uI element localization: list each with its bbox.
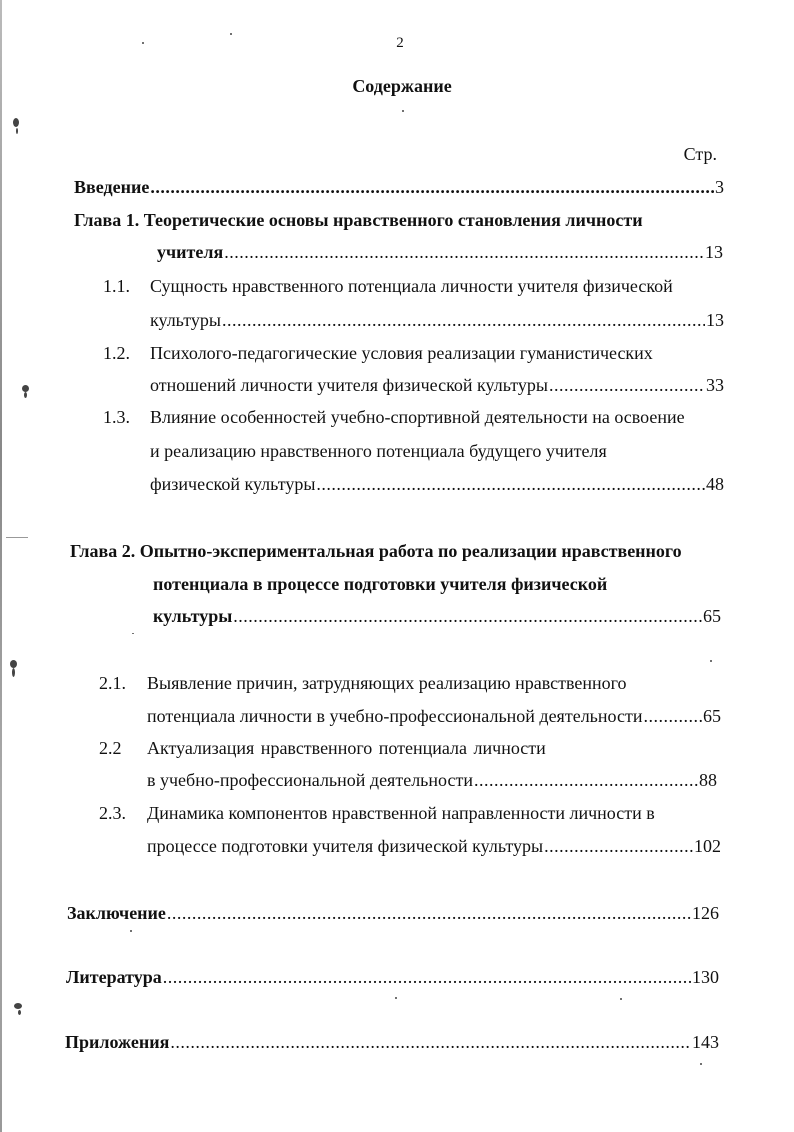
toc-entry-appendices — [65, 1031, 719, 1053]
section-number: 1.3. — [103, 407, 130, 427]
toc-entry-section-2-1 — [147, 705, 721, 727]
toc-label: культуры — [153, 606, 233, 626]
toc-section-1-3-title: Влияние особенностей учебно-спортивной деятельности на освоение — [150, 407, 685, 427]
toc-label: Приложения — [65, 1032, 170, 1052]
scan-speck — [24, 392, 27, 398]
leader-dots — [474, 769, 698, 791]
leader-dots — [549, 374, 705, 396]
toc-label: физической культуры — [150, 474, 316, 494]
scan-speck — [12, 668, 15, 677]
leader-dots — [544, 835, 693, 857]
toc-page: 13 — [706, 310, 724, 330]
toc-entry-section-2-3 — [147, 835, 721, 857]
toc-label: учителя — [157, 242, 224, 262]
scan-edge — [0, 0, 2, 1132]
toc-page: 65 — [703, 606, 721, 626]
leader-dots — [224, 241, 704, 263]
toc-entry-section-1-3 — [150, 473, 724, 495]
toc-label: отношений личности учителя физической культуры — [150, 375, 548, 395]
scan-speck — [402, 110, 404, 112]
toc-label: процессе подготовки учителя физической культуры — [147, 836, 544, 856]
toc-section-2-3-title: Динамика компонентов нравственной направленности личности в — [147, 803, 655, 823]
scan-mark-line — [6, 537, 28, 538]
scan-speck — [132, 633, 134, 634]
section-number: 2.2 — [99, 738, 122, 758]
toc-label: потенциала личности в учебно-профессиональной деятельности — [147, 706, 643, 726]
toc-section-1-1-title: Сущность нравственного потенциала личности учителя физической — [150, 276, 673, 296]
leader-dots — [233, 605, 702, 627]
scan-speck — [14, 1003, 22, 1009]
toc-label: Введение — [74, 177, 150, 197]
toc-chapter-1-title: Глава 1. Теоретические основы нравственного становления личности — [74, 210, 643, 230]
scan-speck — [22, 385, 29, 392]
toc-entry-conclusion — [67, 902, 719, 924]
toc-section-2-1-title: Выявление причин, затрудняющих реализацию нравственного — [147, 673, 627, 693]
toc-entry-section-1-2 — [150, 374, 724, 396]
scan-speck — [18, 1010, 21, 1015]
toc-page: 102 — [694, 836, 721, 856]
toc-page: 130 — [692, 967, 719, 987]
toc-page: 48 — [706, 474, 724, 494]
toc-page: 13 — [705, 242, 723, 262]
toc-label: Литература — [66, 967, 162, 987]
leader-dots — [316, 473, 705, 495]
scan-speck — [710, 660, 712, 662]
toc-entry-chapter-1 — [157, 241, 723, 263]
scan-speck — [16, 128, 18, 134]
leader-dots — [643, 705, 702, 727]
toc-entry-intro — [74, 176, 724, 198]
toc-entry-section-1-1 — [150, 309, 724, 331]
page-number: 2 — [396, 35, 404, 51]
toc-chapter-2-title: Глава 2. Опытно-экспериментальная работа по реализации нравственного — [70, 541, 682, 561]
leader-dots — [167, 902, 691, 924]
page-column-label: Стр. — [683, 144, 717, 164]
toc-page: 143 — [692, 1032, 719, 1052]
scan-speck — [230, 33, 232, 35]
leader-dots — [150, 176, 714, 198]
scan-speck — [142, 42, 144, 44]
leader-dots — [163, 966, 691, 988]
section-number: 1.1. — [103, 276, 130, 296]
scan-speck — [13, 118, 19, 127]
section-number: 2.1. — [99, 673, 126, 693]
toc-page: 65 — [703, 706, 721, 726]
toc-page: 3 — [715, 177, 724, 197]
toc-label: культуры — [150, 310, 221, 330]
toc-section-1-3-title-line2: и реализацию нравственного потенциала будущего учителя — [150, 441, 607, 461]
page-title: Содержание — [352, 76, 452, 96]
scan-speck — [130, 930, 132, 932]
toc-chapter-2-title-line2: потенциала в процессе подготовки учителя физической — [153, 574, 608, 594]
toc-entry-literature — [66, 966, 719, 988]
toc-entry-chapter-2 — [153, 605, 721, 627]
toc-entry-section-2-2 — [147, 769, 717, 791]
scan-speck — [395, 997, 397, 999]
scan-speck — [10, 660, 17, 668]
scan-speck — [620, 998, 622, 1000]
leader-dots — [170, 1031, 691, 1053]
scan-speck — [700, 1063, 702, 1065]
section-number: 1.2. — [103, 343, 130, 363]
toc-label: Заключение — [67, 903, 166, 923]
toc-page: 88 — [699, 770, 717, 790]
toc-page: 33 — [706, 375, 724, 395]
toc-page: 126 — [692, 903, 719, 923]
toc-section-1-2-title: Психолого-педагогические условия реализации гуманистических — [150, 343, 653, 363]
toc-label: в учебно-профессиональной деятельности — [147, 770, 473, 790]
toc-section-2-2-title: Актуализация нравственного потенциала личности — [147, 738, 546, 758]
leader-dots — [222, 309, 705, 331]
section-number: 2.3. — [99, 803, 126, 823]
